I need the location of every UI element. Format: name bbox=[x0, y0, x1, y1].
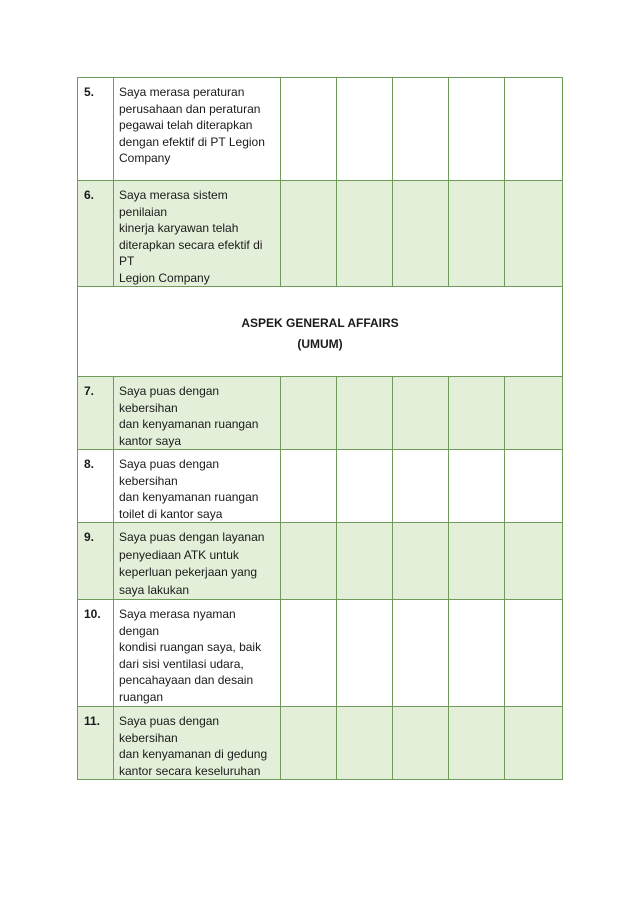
rating-cell[interactable] bbox=[337, 377, 393, 450]
rating-cell[interactable] bbox=[281, 600, 337, 707]
rating-cell[interactable] bbox=[505, 181, 563, 287]
rating-cell[interactable] bbox=[449, 450, 505, 523]
table-row bbox=[78, 78, 563, 181]
rating-cell[interactable] bbox=[393, 78, 449, 181]
rating-cell[interactable] bbox=[393, 707, 449, 780]
section-header bbox=[78, 287, 563, 377]
rating-cell[interactable] bbox=[337, 78, 393, 181]
rating-cell[interactable] bbox=[337, 707, 393, 780]
rating-cell[interactable] bbox=[449, 523, 505, 600]
section-subtitle: (UMUM) bbox=[297, 336, 343, 351]
item-number: 10. bbox=[78, 600, 114, 707]
item-statement: Saya puas dengan layanan penyediaan ATK untuk keperluan pekerjaan yang saya lakukan bbox=[114, 523, 281, 600]
item-statement: Saya puas dengan kebersihan dan kenyamanan ruangan kantor saya bbox=[114, 377, 281, 450]
item-number: 7. bbox=[78, 377, 114, 450]
item-statement: Saya puas dengan kebersihan dan kenyamanan ruangan toilet di kantor saya bbox=[114, 450, 281, 523]
rating-cell[interactable] bbox=[337, 600, 393, 707]
survey-table bbox=[77, 77, 563, 780]
table-row bbox=[78, 600, 563, 707]
rating-cell[interactable] bbox=[281, 78, 337, 181]
rating-cell[interactable] bbox=[449, 600, 505, 707]
rating-cell[interactable] bbox=[449, 377, 505, 450]
rating-cell[interactable] bbox=[505, 78, 563, 181]
table-row bbox=[78, 523, 563, 600]
section-row bbox=[78, 287, 563, 377]
rating-cell[interactable] bbox=[281, 707, 337, 780]
item-statement: Saya puas dengan kebersihan dan kenyamanan di gedung kantor secara keseluruhan bbox=[114, 707, 281, 780]
table-row bbox=[78, 377, 563, 450]
rating-cell[interactable] bbox=[337, 523, 393, 600]
rating-cell[interactable] bbox=[393, 450, 449, 523]
rating-cell[interactable] bbox=[281, 377, 337, 450]
rating-cell[interactable] bbox=[505, 450, 563, 523]
rating-cell[interactable] bbox=[505, 707, 563, 780]
rating-cell[interactable] bbox=[337, 450, 393, 523]
table-row bbox=[78, 181, 563, 287]
section-title: ASPEK GENERAL AFFAIRS bbox=[241, 316, 399, 330]
item-number: 9. bbox=[78, 523, 114, 600]
item-statement: Saya merasa sistem penilaian kinerja karyawan telah diterapkan secara efektif di PT Legion Company bbox=[114, 181, 281, 287]
item-statement: Saya merasa nyaman dengan kondisi ruangan saya, baik dari sisi ventilasi udara, pencahayaan dan desain ruangan bbox=[114, 600, 281, 707]
table-row bbox=[78, 450, 563, 523]
rating-cell[interactable] bbox=[505, 523, 563, 600]
rating-cell[interactable] bbox=[393, 181, 449, 287]
rating-cell[interactable] bbox=[505, 377, 563, 450]
item-number: 8. bbox=[78, 450, 114, 523]
rating-cell[interactable] bbox=[449, 707, 505, 780]
item-statement: Saya merasa peraturan perusahaan dan peraturan pegawai telah diterapkan dengan efektif di PT Legion Company bbox=[114, 78, 281, 181]
rating-cell[interactable] bbox=[337, 181, 393, 287]
rating-cell[interactable] bbox=[393, 377, 449, 450]
item-number: 11. bbox=[78, 707, 114, 780]
rating-cell[interactable] bbox=[281, 181, 337, 287]
table-row bbox=[78, 707, 563, 780]
rating-cell[interactable] bbox=[281, 450, 337, 523]
rating-cell[interactable] bbox=[449, 78, 505, 181]
rating-cell[interactable] bbox=[393, 600, 449, 707]
item-number: 5. bbox=[78, 78, 114, 181]
rating-cell[interactable] bbox=[505, 600, 563, 707]
item-number: 6. bbox=[78, 181, 114, 287]
rating-cell[interactable] bbox=[281, 523, 337, 600]
rating-cell[interactable] bbox=[449, 181, 505, 287]
rating-cell[interactable] bbox=[393, 523, 449, 600]
